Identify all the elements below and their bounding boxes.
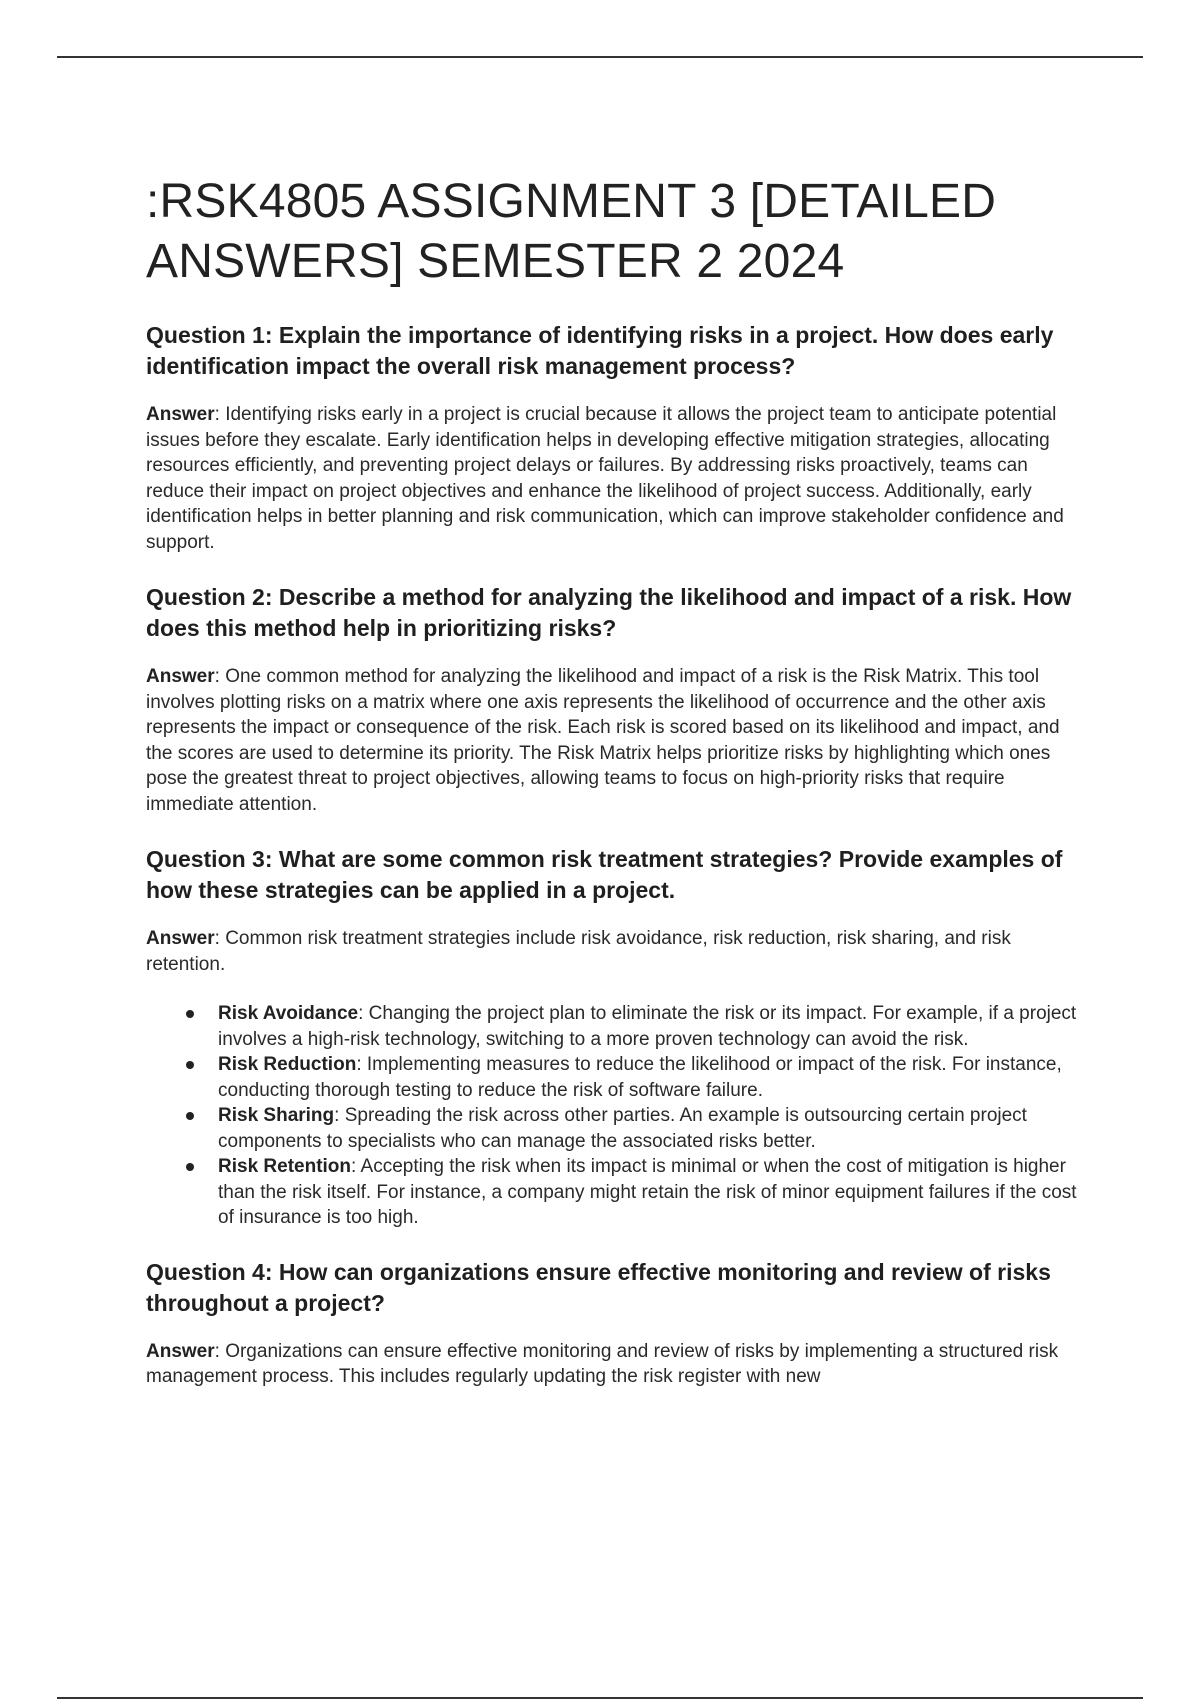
question-heading: Question 4: How can organizations ensure effective monitoring and review of risks throughout a project? (146, 1258, 1051, 1316)
top-rule (57, 56, 1143, 58)
document-body (146, 172, 1086, 1417)
bottom-rule (57, 1697, 1143, 1699)
question-1 (146, 320, 1086, 555)
strategy-list (146, 1001, 1086, 1231)
question-heading: Question 3: What are some common risk treatment strategies? Provide examples of how these strategies can be applied in a project. (146, 846, 1063, 903)
answer-label: Answer (146, 404, 215, 425)
question-heading: Question 1: Explain the importance of identifying risks in a project. How does early identification impact the overall risk management process? (146, 322, 1054, 379)
list-item (146, 1052, 1086, 1103)
bullet-icon (186, 1112, 194, 1120)
answer-label: Answer (146, 1340, 215, 1362)
list-item-text: : Implementing measures to reduce the likelihood or impact of the risk. For instance, conducting thorough testing to reduce the risk of software failure. (218, 1054, 1062, 1101)
question-4 (146, 1257, 1086, 1390)
answer-text: : Common risk treatment strategies include risk avoidance, risk reduction, risk sharing, and risk retention. (146, 928, 1011, 975)
document-title: :RSK4805 ASSIGNMENT 3 [DETAILED ANSWERS] SEMESTER 2 2024 (146, 175, 997, 288)
list-item-text: : Spreading the risk across other parties. An example is outsourcing certain project components to specialists who can manage the associated risks better. (218, 1105, 1027, 1152)
list-item (146, 1001, 1086, 1052)
question-3 (146, 844, 1086, 1231)
bullet-icon (186, 1061, 194, 1069)
question-2 (146, 582, 1086, 817)
list-item-text: : Accepting the risk when its impact is minimal or when the cost of mitigation is higher than the risk itself. For instance, a company might retain the risk of minor equipment failures if the cost of insurance is too high. (218, 1156, 1077, 1228)
question-heading: Question 2: Describe a method for analyzing the likelihood and impact of a risk. How does this method help in prioritizing risks? (146, 584, 1072, 641)
bullet-icon (186, 1010, 194, 1018)
answer-paragraph (146, 926, 1086, 977)
answer-text: : One common method for analyzing the likelihood and impact of a risk is the Risk Matrix. This tool involves plotting risks on a matrix where one axis represents the likelihood of occurrence and the other axis represents the impact or consequence of the risk. Each risk is scored based on its likelihood and impact, and the scores are used to determine its priority. The Risk Matrix helps prioritize risks by highlighting which ones pose the greatest threat to project objectives, allowing teams to focus on high-priority risks that require immediate attention. (146, 666, 1060, 815)
answer-text: : Organizations can ensure effective monitoring and review of risks by implementing a structured risk management process. This includes regularly updating the risk register with new (146, 1340, 1059, 1387)
answer-label: Answer (146, 666, 215, 687)
bullet-icon (186, 1163, 194, 1171)
answer-text: : Identifying risks early in a project is crucial because it allows the project team to anticipate potential issues before they escalate. Early identification helps in developing effective mitigation strategies, allocating resources efficiently, and preventing project delays or failures. By addressing risks proactively, teams can reduce their impact on project objectives and enhance the likelihood of project success. Additionally, early identification helps in better planning and risk communication, which can improve stakeholder confidence and support. (146, 404, 1064, 553)
list-item-term: Risk Sharing (218, 1105, 335, 1126)
list-item (146, 1103, 1086, 1154)
list-item-term: Risk Avoidance (218, 1003, 359, 1024)
list-item-term: Risk Retention (218, 1156, 352, 1177)
answer-paragraph (146, 402, 1086, 555)
list-item-text: : Changing the project plan to eliminate the risk or its impact. For example, if a project involves a high-risk technology, switching to a more proven technology can avoid the risk. (218, 1003, 1077, 1050)
answer-paragraph (146, 1339, 1086, 1390)
list-item-term: Risk Reduction (218, 1054, 357, 1075)
list-item (146, 1154, 1086, 1231)
answer-paragraph (146, 664, 1086, 817)
answer-label: Answer (146, 928, 215, 949)
